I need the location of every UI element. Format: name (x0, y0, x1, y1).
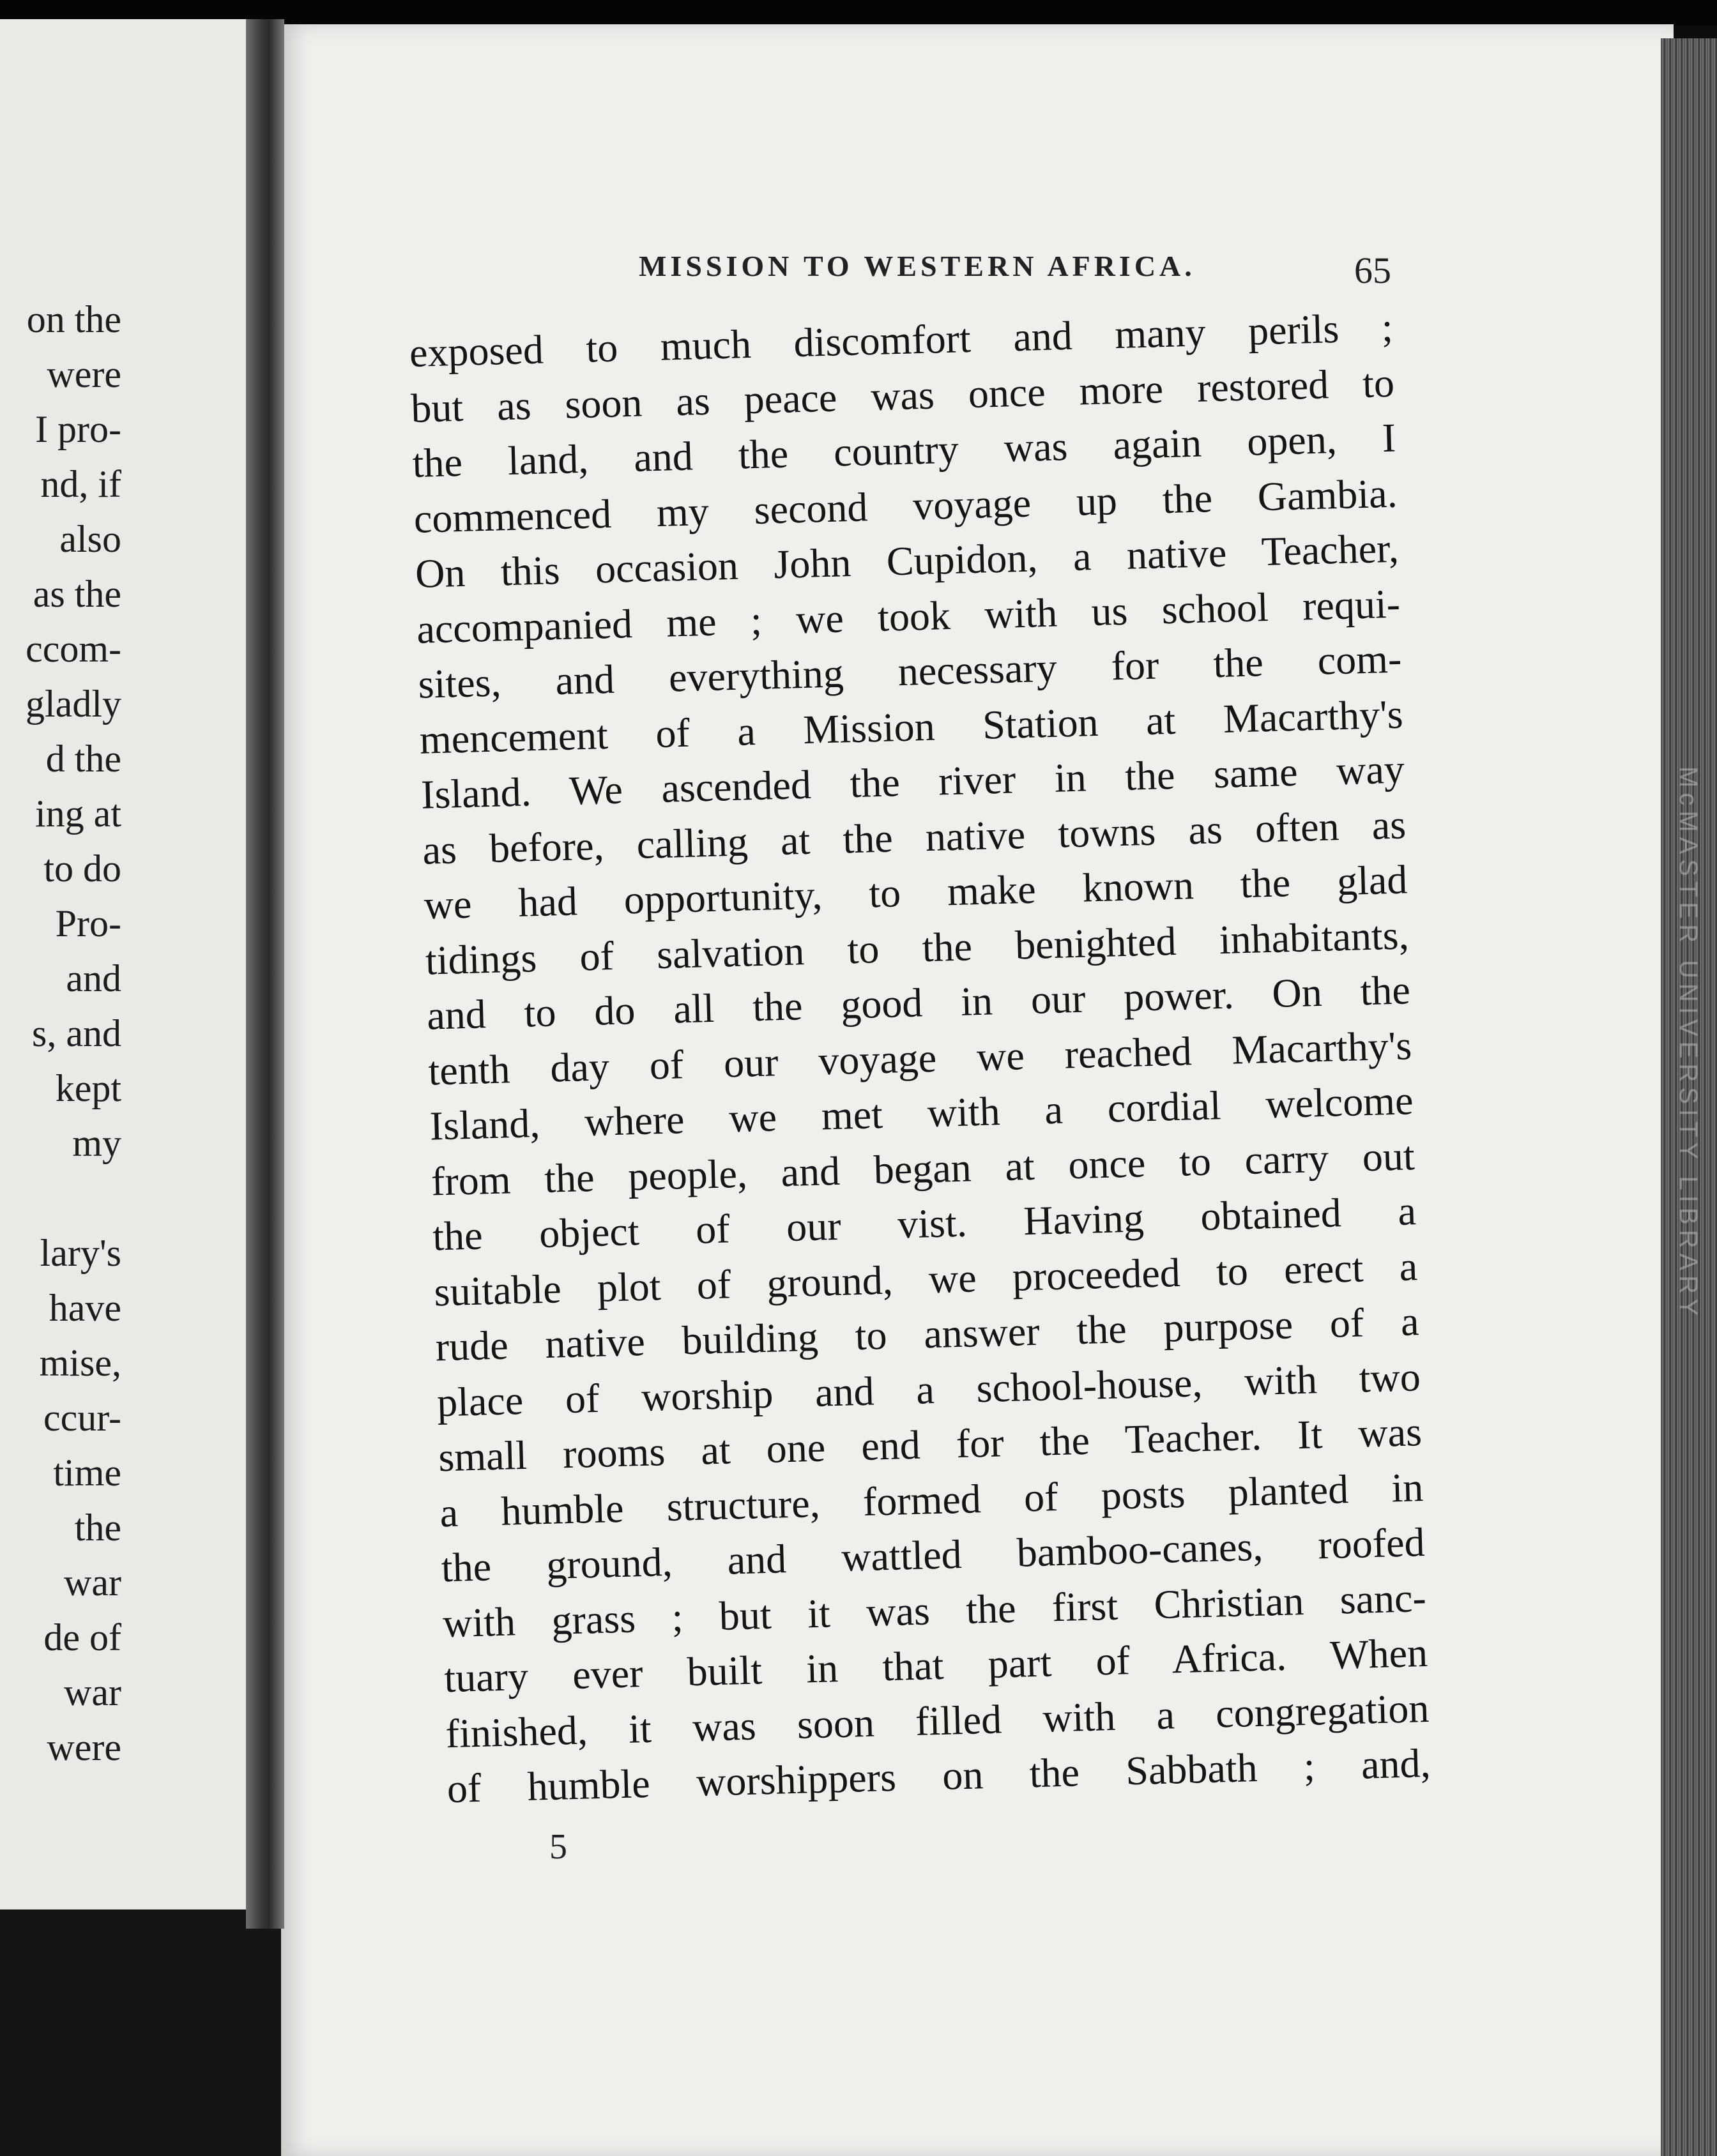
text-line: On this occasion John Cupidon, a native Teacher, (415, 525, 1400, 596)
left-page-line: lary's (40, 1232, 121, 1274)
text-line: Island. We ascended the river in the same way (420, 746, 1405, 817)
left-page-line: and (66, 957, 121, 999)
scan-bottom-shadow (0, 1909, 281, 2156)
text-line: place of worship and a school-house, with two (436, 1353, 1421, 1425)
text-line: but as soon as peace was once more restored to (410, 360, 1395, 431)
text-line: small rooms at one end for the Teacher. It was (438, 1409, 1423, 1480)
text-line: as before, calling at the native towns as often as (422, 801, 1407, 873)
left-page-line: war (64, 1671, 121, 1713)
text-line: tidings of salvation to the benighted inhabitants, (425, 911, 1410, 983)
text-line: mencement of a Mission Station at Macarthy's (419, 690, 1404, 763)
text-line: with grass ; but it was the first Christian sanc- (442, 1574, 1427, 1646)
left-page-line: mise, (39, 1342, 121, 1384)
left-page-line: have (49, 1287, 121, 1329)
left-page-line: s, and (32, 1012, 121, 1054)
body-text (409, 300, 1444, 1817)
left-page-line: ing at (35, 793, 121, 835)
text-line: of humble worshippers on the Sabbath ; and, (446, 1740, 1431, 1812)
left-page-line: were (47, 353, 121, 395)
text-line: exposed to much discomfort and many perils ; (409, 304, 1394, 376)
library-stamp: McMASTER UNIVERSITY LIBRARY (1674, 766, 1702, 1321)
text-line: tuary ever built in that part of Africa. When (443, 1629, 1428, 1701)
left-page-line: de of (43, 1616, 121, 1659)
left-page-line: the (74, 1507, 121, 1549)
text-line: we had opportunity, to make known the glad (423, 856, 1408, 928)
text-line: the ground, and wattled bamboo-canes, roofed (440, 1519, 1426, 1591)
text-line: suitable plot of ground, we proceeded to erect a (433, 1243, 1419, 1314)
running-header (639, 249, 1405, 307)
text-line: rude native building to answer the purpose of a (434, 1298, 1420, 1370)
left-page-line: on the (26, 298, 121, 340)
text-line: the land, and the country was again open, I (411, 414, 1397, 486)
text-line: Island, where we met with a cordial welcome (429, 1077, 1414, 1149)
text-line: from the people, and began at once to carry out (431, 1132, 1416, 1204)
left-page-line: nd, if (40, 463, 121, 505)
text-line: a humble structure, formed of posts planted in (439, 1464, 1424, 1535)
left-page-line: to do (43, 847, 121, 890)
left-page-line: also (59, 518, 121, 560)
text-line: finished, it was soon filled with a congregation (445, 1685, 1430, 1756)
left-page-line: gladly (26, 683, 121, 725)
left-page-line: I pro- (35, 408, 121, 450)
page-number: 65 (1354, 250, 1391, 291)
text-line: commenced my second voyage up the Gambia. (413, 470, 1398, 542)
left-page-line: time (53, 1452, 121, 1494)
left-page-line: were (47, 1726, 121, 1768)
left-page-line: ccom- (26, 628, 121, 670)
left-page-line: war (64, 1561, 121, 1604)
left-page-line: as the (33, 573, 121, 615)
left-page-line: d the (45, 738, 121, 780)
left-page-line: kept (55, 1067, 121, 1109)
book-gutter (246, 19, 284, 1929)
left-page-line: Pro- (55, 902, 121, 945)
text-line: the object of our vist. Having obtained a (432, 1188, 1417, 1259)
left-page-line: ccur- (43, 1397, 121, 1439)
text-line: accompanied me ; we took with us school requi- (416, 581, 1401, 652)
text-line: tenth day of our voyage we reached Macarthy's (427, 1022, 1412, 1094)
text-line: and to do all the good in our power. On the (426, 967, 1411, 1038)
running-title: MISSION TO WESTERN AFRICA. (639, 250, 1196, 282)
text-line: sites, and everything necessary for the com- (417, 635, 1403, 707)
signature-mark: 5 (549, 1827, 567, 1867)
left-page-line: my (72, 1122, 121, 1164)
